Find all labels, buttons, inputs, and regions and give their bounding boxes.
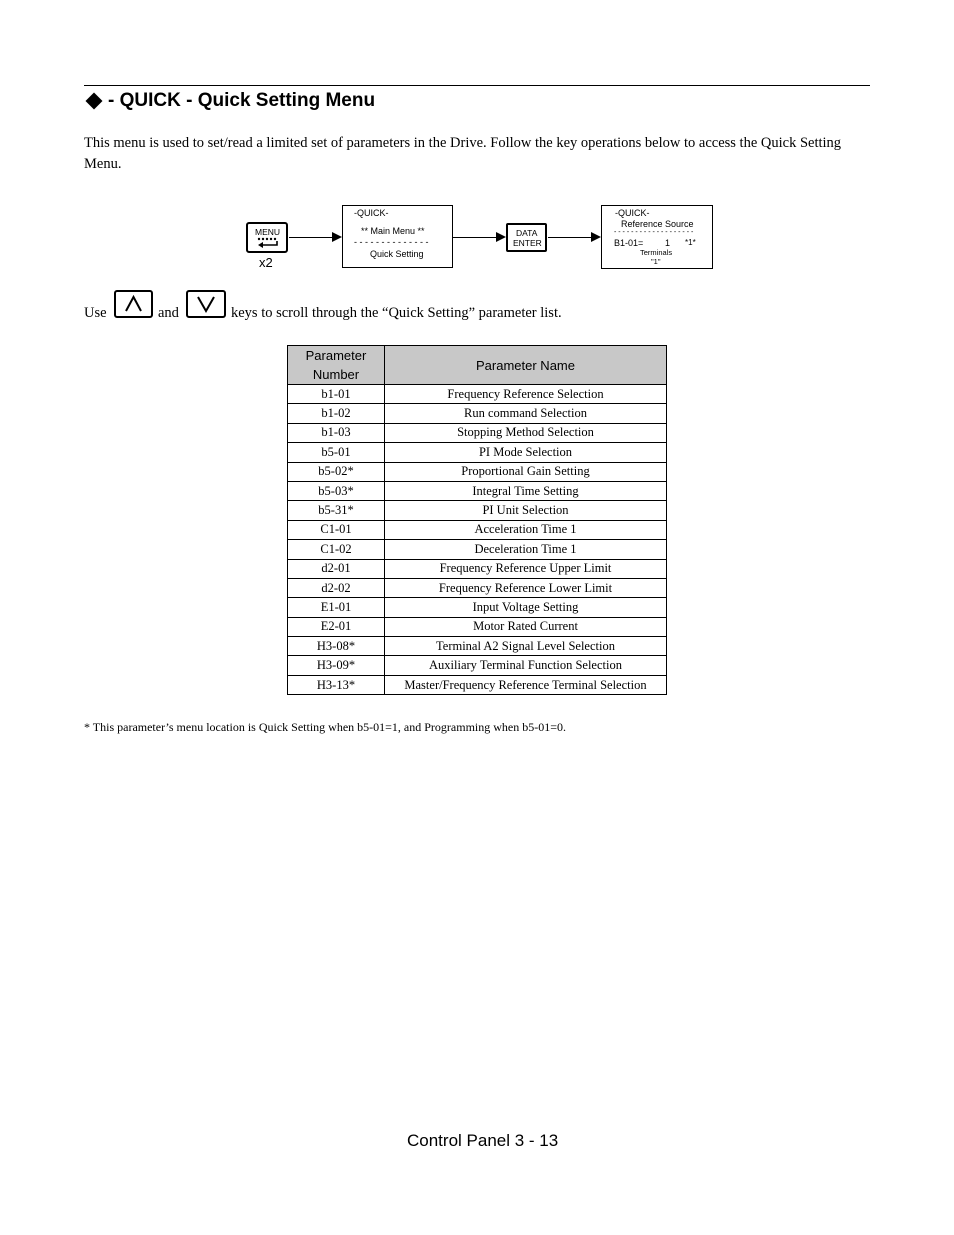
parameter-name-cell: Terminal A2 Signal Level Selection — [385, 637, 667, 656]
menu-key — [246, 222, 288, 253]
quick-setting-parameter-table — [287, 345, 667, 695]
screen1-dashes: - - - - - - - - - - - - - - — [354, 237, 429, 247]
diamond-bullet-icon — [86, 93, 103, 110]
parameter-name-cell: Proportional Gain Setting — [385, 462, 667, 481]
parameter-name-cell: Deceleration Time 1 — [385, 540, 667, 559]
arrow-2-line — [453, 237, 496, 238]
arrow-2-head — [496, 232, 506, 242]
parameter-name-cell: PI Unit Selection — [385, 501, 667, 520]
parameter-number-cell: b5-31* — [288, 501, 385, 520]
parameter-number-cell: E2-01 — [288, 617, 385, 636]
lcd-screen-main-menu — [342, 205, 453, 268]
screen2-dashes: - - - - - - - - - - - - - - - - - - - — [614, 229, 694, 236]
scroll-and-label: and — [158, 305, 179, 321]
parameter-number-cell: H3-09* — [288, 656, 385, 675]
column-header-parameter-name: Parameter Name — [385, 346, 667, 385]
parameter-name-cell: Integral Time Setting — [385, 481, 667, 500]
table-row — [288, 501, 667, 520]
table-row — [288, 385, 667, 404]
screen1-line2: ** Main Menu ** — [361, 226, 425, 236]
table-row — [288, 656, 667, 675]
table-row — [288, 675, 667, 694]
table-row — [288, 423, 667, 442]
table-row — [288, 617, 667, 636]
parameter-name-cell: PI Mode Selection — [385, 443, 667, 462]
table-row — [288, 637, 667, 656]
parameter-name-cell: Stopping Method Selection — [385, 423, 667, 442]
scroll-use-label: Use — [84, 305, 107, 321]
parameter-number-cell: d2-02 — [288, 578, 385, 597]
table-row — [288, 598, 667, 617]
table-row — [288, 462, 667, 481]
parameter-name-cell: Frequency Reference Lower Limit — [385, 578, 667, 597]
arrow-3-head — [591, 232, 601, 242]
page-footer: Control Panel 3 - 13 — [407, 1131, 559, 1150]
parameter-number-cell: b5-03* — [288, 481, 385, 500]
table-row — [288, 481, 667, 500]
menu-key-label: MENU — [255, 227, 281, 237]
parameter-number-cell: b5-01 — [288, 443, 385, 462]
parameter-name-cell: Master/Frequency Reference Terminal Selection — [385, 675, 667, 694]
screen1-line3: Quick Setting — [370, 249, 424, 259]
arrow-1-line — [289, 237, 333, 238]
lcd-screen-reference-source — [601, 205, 713, 269]
parameter-name-cell: Run command Selection — [385, 404, 667, 423]
column-header-parameter-number: Parameter Number — [288, 346, 385, 385]
screen2-line2: Reference Source — [621, 219, 694, 229]
parameter-number-cell: d2-01 — [288, 559, 385, 578]
parameter-number-cell: H3-13* — [288, 675, 385, 694]
section-heading — [84, 90, 375, 112]
table-row — [288, 540, 667, 559]
section-title: - QUICK - Quick Setting Menu — [108, 90, 376, 111]
table-row — [288, 443, 667, 462]
parameter-name-cell: Auxiliary Terminal Function Selection — [385, 656, 667, 675]
parameter-name-cell: Input Voltage Setting — [385, 598, 667, 617]
parameter-number-cell: b5-02* — [288, 462, 385, 481]
table-row — [288, 404, 667, 423]
arrow-1-head — [332, 232, 342, 242]
table-body — [288, 385, 667, 695]
parameter-number-cell: b1-01 — [288, 385, 385, 404]
table-row — [288, 520, 667, 539]
screen2-value: 1 — [665, 238, 671, 248]
parameter-number-cell: b1-02 — [288, 404, 385, 423]
menu-key-multiplier: x2 — [259, 255, 273, 270]
screen1-line1: -QUICK- — [354, 208, 389, 218]
enter-return-icon — [256, 237, 280, 249]
header-rule — [84, 85, 870, 86]
data-enter-key — [506, 223, 547, 252]
footnote: * This parameter’s menu location is Quick Setting when b5-01=1, and Programming when b5-01=0. — [84, 720, 567, 734]
up-arrow-icon — [116, 292, 151, 316]
down-arrow-key — [186, 290, 226, 318]
screen2-code2: "1" — [651, 257, 661, 266]
screen2-line1: -QUICK- — [615, 208, 650, 218]
arrow-3-line — [548, 237, 592, 238]
screen2-desc: Terminals — [640, 248, 673, 257]
parameter-number-cell: H3-08* — [288, 637, 385, 656]
table-row — [288, 559, 667, 578]
down-arrow-icon — [188, 292, 224, 316]
table-header-row — [288, 346, 667, 385]
parameter-number-cell: C1-02 — [288, 540, 385, 559]
parameter-name-cell: Motor Rated Current — [385, 617, 667, 636]
parameter-name-cell: Acceleration Time 1 — [385, 520, 667, 539]
parameter-name-cell: Frequency Reference Selection — [385, 385, 667, 404]
screen2-param: B1-01= — [614, 238, 644, 248]
parameter-name-cell: Frequency Reference Upper Limit — [385, 559, 667, 578]
parameter-number-cell: b1-03 — [288, 423, 385, 442]
intro-paragraph: This menu is used to set/read a limited set of parameters in the Drive. Follow the key operations below to access the Quick Setting Menu. — [84, 135, 842, 172]
scroll-instruction-text: keys to scroll through the “Quick Setting” parameter list. — [231, 305, 562, 321]
screen2-code: *1* — [685, 238, 696, 247]
data-key-line1: DATA — [516, 228, 538, 238]
parameter-number-cell: E1-01 — [288, 598, 385, 617]
table-row — [288, 578, 667, 597]
parameter-number-cell: C1-01 — [288, 520, 385, 539]
data-key-line2: ENTER — [513, 238, 542, 248]
up-arrow-key — [114, 290, 153, 318]
